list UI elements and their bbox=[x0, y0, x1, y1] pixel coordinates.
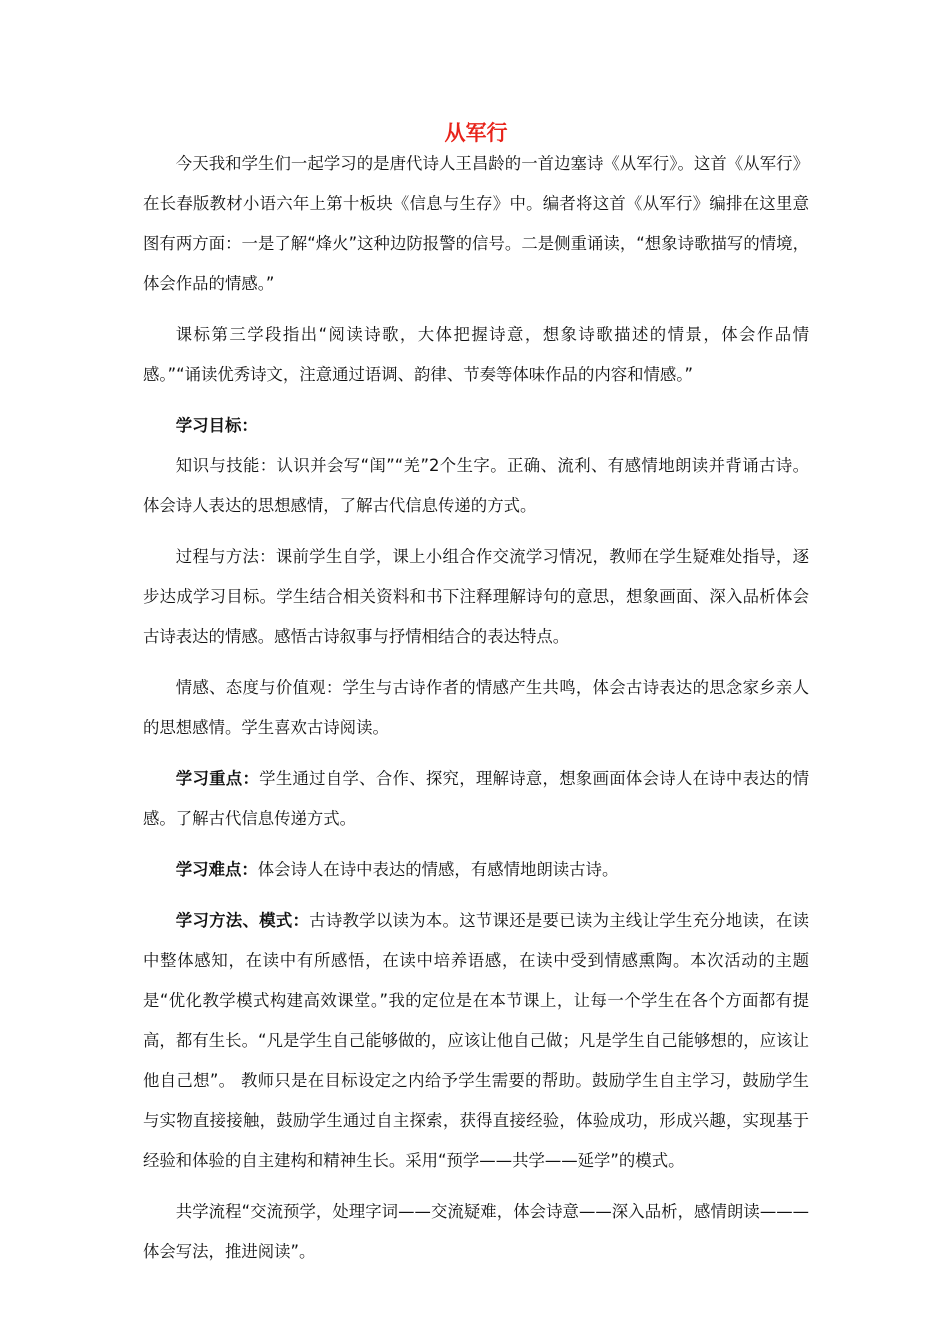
section-label: 学习方法、模式： bbox=[175, 911, 310, 930]
paragraph-text: 共学流程“交流预学，处理字词——交流疑难，体会诗意——深入品析，感情朗读———体会写法，推进阅读”。 bbox=[143, 1202, 809, 1261]
paragraph-text: 课标第三学段指出“阅读诗歌，大体把握诗意，想象诗歌描述的情景，体会作品情感。”“诵读优秀诗文，注意通过语调、韵律、节奏等体味作品的内容和情感。” bbox=[143, 325, 809, 384]
paragraph-knowledge-skills bbox=[143, 446, 809, 526]
paragraph-key-points bbox=[143, 759, 809, 839]
paragraph-text: 今天我和学生们一起学习的是唐代诗人王昌龄的一首边塞诗《从军行》。这首《从军行》在长春版教材小语六年上第十板块《信息与生存》中。编者将这首《从军行》编排在这里意图有两方面：一是了解“烽火”这种边防报警的信号。二是侧重诵读，“想象诗歌描写的情境，体会作品的情感。” bbox=[143, 154, 809, 293]
paragraph-curriculum bbox=[143, 315, 809, 395]
paragraph-text: 知识与技能：认识并会写“闺”“羌”2个生字。正确、流利、有感情地朗读并背诵古诗。体会诗人表达的思想感情，了解古代信息传递的方式。 bbox=[143, 456, 809, 515]
document-title: 从军行 bbox=[444, 121, 508, 145]
paragraph-workflow bbox=[143, 1192, 809, 1272]
section-label: 学习难点： bbox=[175, 860, 258, 879]
paragraph-text: 过程与方法：课前学生自学，课上小组合作交流学习情况，教师在学生疑难处指导，逐步达成学习目标。学生结合相关资料和书下注释理解诗句的意思，想象画面、深入品析体会古诗表达的情感。感悟古诗叙事与抒情相结合的表达特点。 bbox=[143, 547, 809, 646]
paragraph-intro bbox=[143, 144, 809, 304]
paragraph-emotion-values bbox=[143, 668, 809, 748]
document-page bbox=[143, 118, 809, 1272]
paragraph-process-method bbox=[143, 537, 809, 657]
paragraph-text: 古诗教学以读为本。这节课还是要已读为主线让学生充分地读，在读中整体感知，在读中有所感悟，在读中培养语感，在读中受到情感熏陶。本次活动的主题是“优化教学模式构建高效课堂。”我的定位是在本节课上，让每一个学生在各个方面都有提高，都有生长。“凡是学生自己能够做的，应该让他自己做；凡是学生自己能够想的，应该让他自己想”。 教师只是在目标设定之内给予学生需要的帮助。鼓励学生自主学习，鼓励学生与实物直接接触，鼓励学生通过自主探索，获得直接经验，体验成功，形成兴趣，实现基于经验和体验的自主建构和精神生长。采用“预学——共学——延学”的模式。 bbox=[143, 911, 810, 1170]
paragraph-text: 体会诗人在诗中表达的情感，有感情地朗读古诗。 bbox=[257, 860, 619, 879]
heading-learning-goals bbox=[143, 406, 809, 446]
paragraph-difficulties bbox=[143, 850, 809, 890]
paragraph-text: 情感、态度与价值观：学生与古诗作者的情感产生共鸣，体会古诗表达的思念家乡亲人的思想感情。学生喜欢古诗阅读。 bbox=[143, 678, 809, 737]
section-label: 学习目标： bbox=[175, 416, 258, 435]
paragraph-methods bbox=[143, 901, 809, 1181]
paragraph-text: 学生通过自学、合作、探究，理解诗意，想象画面体会诗人在诗中表达的情感。了解古代信息传递方式。 bbox=[143, 769, 810, 828]
section-label: 学习重点： bbox=[175, 769, 260, 788]
